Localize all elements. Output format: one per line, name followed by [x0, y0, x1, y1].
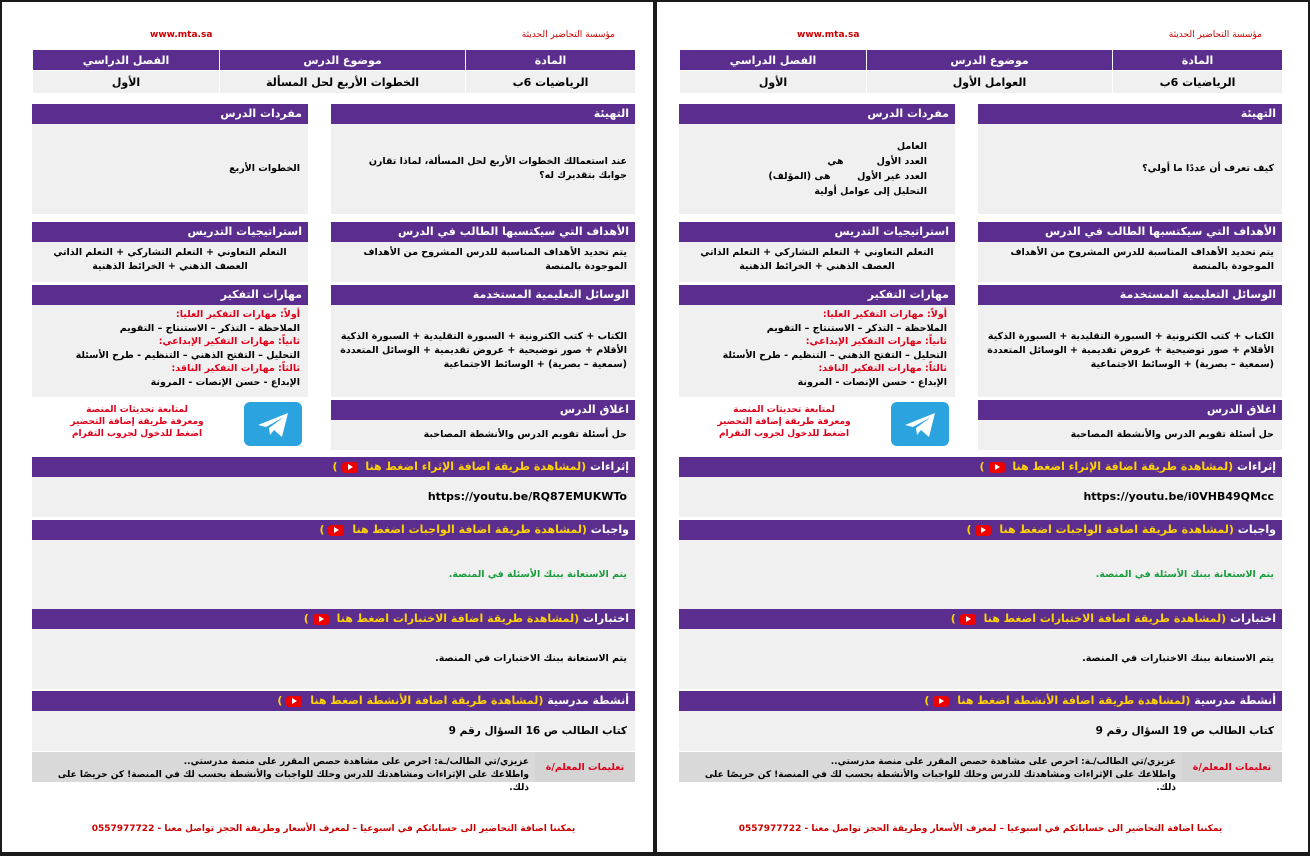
homework-title: [32, 520, 635, 540]
strategies-box: [679, 222, 955, 282]
subject-header: المادة: [466, 50, 636, 71]
promo-line-3: اضغط للدخول لجروب التقرام: [71, 429, 203, 439]
promo-line-1: لمتابعة تحديثات المنصة: [733, 405, 835, 415]
promo-line-2: ومعرفة طريقة إضافة التحضير: [70, 417, 204, 427]
activity-text: كتاب الطالب ص 16 السؤال رقم 9: [448, 725, 627, 737]
topic-header: موضوع الدرس: [220, 50, 466, 71]
enrich-url[interactable]: https://youtu.be/i0VHB49QMcc: [1083, 490, 1274, 503]
promo-line-1: لمتابعة تحديثات المنصة: [86, 405, 188, 415]
thinking-heading-2: ثانياً: مهارات التفكير الإبداعي:: [158, 336, 300, 347]
vocab-box: [679, 104, 955, 214]
media-text: الكتاب + كتب الكترونية + السبورة التقليدية + السبورة الذكية الأقلام + صور توضيحية + عروض تقديمية + الوسائل المتعددة (سمعية – بصرية) + الوسائط الاجتماعية: [987, 331, 1274, 370]
telegram-promo[interactable]: [689, 404, 879, 440]
enrich-title: [679, 457, 1282, 477]
thinking-heading-3: ثالثاً: مهارات التفكير الناقد:: [818, 363, 947, 374]
homework-text: يتم الاستعانة ببنك الأسئلة في المنصة.: [1095, 569, 1274, 580]
lesson-header-table: [32, 49, 636, 94]
homework-label: واجبات: [590, 523, 629, 536]
warmup-box: [978, 104, 1282, 214]
closing-box: [978, 400, 1282, 450]
thinking-heading-2: ثانياً: مهارات التفكير الإبداعي:: [805, 336, 947, 347]
enrich-howto-link[interactable]: (لمشاهدة طريقة اضافة الإثراء اضغط هنا ): [332, 460, 587, 473]
thinking-text-2: التحليل – التفتح الذهني – التنظيم - طرح الأسئلة: [722, 349, 947, 361]
enrich-url[interactable]: https://youtu.be/RQ87EMUKWTo: [427, 490, 627, 503]
tests-box: [679, 609, 1282, 689]
activities-howto-link[interactable]: (لمشاهدة طريقة اضافة الأنشطة اضغط هنا ): [277, 694, 544, 707]
thinking-title: مهارات التفكير: [32, 285, 308, 305]
tests-text: يتم الاستعانة ببنك الاختبارات في المنصة.: [435, 653, 627, 664]
teacher-label: تعليمات المعلم/ة: [1182, 752, 1282, 782]
teacher-text: عزيزي/تي الطالب/ـة: احرص على مشاهدة حصص المقرر على منصة مدرستي.. واطلاعك على الإثراءات ومشاهدتك للدرس وحلك للواجبات والأنشطة بحسب لك في المنصة! كن حريصًا على ذلك.: [32, 752, 535, 782]
activities-label: أنشطة مدرسية: [547, 694, 629, 707]
tests-box: [32, 609, 635, 689]
closing-box: [331, 400, 635, 450]
youtube-icon: [286, 696, 302, 707]
footer-contact: يمكننا اضافة التحاضير الى حساباتكم في اسبوعيا – لمعرف الأسعار وطريقة الحجز تواصل معنا - 0557977722: [738, 824, 1223, 834]
youtube-icon: [960, 614, 976, 625]
telegram-icon[interactable]: [891, 402, 949, 446]
strategies-title: استراتيجيات التدريس: [32, 222, 308, 242]
closing-title: اغلاق الدرس: [978, 400, 1282, 420]
teacher-notes: [32, 752, 635, 793]
site-url[interactable]: www.mta.sa: [150, 30, 213, 40]
footer-contact: يمكننا اضافة التحاضير الى حساباتكم في اسبوعيا – لمعرف الأسعار وطريقة الحجز تواصل معنا - 0557977722: [91, 824, 576, 834]
youtube-icon: [933, 696, 949, 707]
activities-box: [32, 691, 635, 751]
vocab-line: العامل: [896, 141, 927, 152]
org-name: مؤسسة التحاضير الحديثة: [1168, 30, 1262, 40]
vocab-line: العدد الأول هي: [827, 156, 927, 167]
homework-box: [679, 520, 1282, 610]
tests-label: اختبارات: [583, 612, 629, 625]
thinking-box: [679, 285, 955, 397]
closing-text: حل أسئلة تقويم الدرس والأنشطة المصاحبة: [423, 429, 627, 440]
subject-header: المادة: [1113, 50, 1283, 71]
warmup-box: [331, 104, 635, 214]
telegram-icon[interactable]: [244, 402, 302, 446]
semester-value: الأول: [680, 71, 867, 94]
activity-text: كتاب الطالب ص 19 السؤال رقم 9: [1095, 725, 1274, 737]
goals-text: يتم تحديد الأهداف المناسبة للدرس المشروح من الأهداف الموجودة بالمنصة: [331, 242, 635, 282]
topic-value: العوامل الأول: [867, 71, 1113, 94]
closing-text: حل أسئلة تقويم الدرس والأنشطة المصاحبة: [1070, 429, 1274, 440]
topic-header: موضوع الدرس: [867, 50, 1113, 71]
activities-howto-link[interactable]: (لمشاهدة طريقة اضافة الأنشطة اضغط هنا ): [924, 694, 1191, 707]
document-page-right: [657, 2, 1308, 852]
goals-box: [978, 222, 1282, 282]
activities-title: [32, 691, 635, 711]
activities-title: [679, 691, 1282, 711]
tests-text: يتم الاستعانة ببنك الاختبارات في المنصة.: [1082, 653, 1274, 664]
youtube-icon: [989, 462, 1005, 473]
telegram-promo[interactable]: [42, 404, 232, 440]
media-title: الوسائل التعليمية المستخدمة: [331, 285, 635, 305]
semester-value: الأول: [33, 71, 220, 94]
youtube-icon: [313, 614, 329, 625]
media-text: الكتاب + كتب الكترونية + السبورة التقليدية + السبورة الذكية الأقلام + صور توضيحية + عروض تقديمية + الوسائل المتعددة (سمعية – بصرية) + الوسائط الاجتماعية: [340, 331, 627, 370]
activities-box: [679, 691, 1282, 751]
warmup-title: التهيئة: [331, 104, 635, 124]
goals-title: الأهداف التي سيكتسبها الطالب في الدرس: [978, 222, 1282, 242]
thinking-title: مهارات التفكير: [679, 285, 955, 305]
activities-label: أنشطة مدرسية: [1194, 694, 1276, 707]
lesson-header-table: [679, 49, 1283, 94]
homework-label: واجبات: [1237, 523, 1276, 536]
promo-line-3: اضغط للدخول لجروب التقرام: [718, 429, 850, 439]
warmup-text: كيف تعرف أن عددًا ما أولي؟: [1142, 163, 1274, 174]
youtube-icon: [975, 525, 991, 536]
promo-line-2: ومعرفة طريقة إضافة التحضير: [717, 417, 851, 427]
enrich-label: إثراءات: [590, 460, 629, 473]
vocab-line: العدد غير الأول هى (المؤلف): [768, 171, 927, 182]
topic-value: الخطوات الأربع لحل المسألة: [220, 71, 466, 94]
thinking-text-3: الإبداع - حسن الإنصات - المرونة: [797, 376, 947, 388]
youtube-icon: [342, 462, 358, 473]
closing-title: اغلاق الدرس: [331, 400, 635, 420]
enrich-howto-link[interactable]: (لمشاهدة طريقة اضافة الإثراء اضغط هنا ): [979, 460, 1234, 473]
homework-box: [32, 520, 635, 610]
strategies-box: [32, 222, 308, 282]
thinking-heading-3: ثالثاً: مهارات التفكير الناقد:: [171, 363, 300, 374]
tests-howto-link[interactable]: (لمشاهدة طريقة اضافة الاختبارات اضغط هنا ): [950, 612, 1227, 625]
vocab-box: [32, 104, 308, 214]
enrich-box: [32, 457, 635, 517]
enrich-box: [679, 457, 1282, 517]
tests-title: [32, 609, 635, 629]
thinking-text-3: الإبداع - حسن الإنصات - المرونة: [150, 376, 300, 388]
teacher-text: عزيزي/تي الطالب/ـة: احرص على مشاهدة حصص المقرر على منصة مدرستي.. واطلاعك على الإثراءات ومشاهدتك للدرس وحلك للواجبات والأنشطة بحسب لك في المنصة! كن حريصًا على ذلك.: [679, 752, 1182, 782]
youtube-icon: [328, 525, 344, 536]
tests-label: اختبارات: [1230, 612, 1276, 625]
thinking-text-1: الملاحظة – التذكر – الاستنتاج – التقويم: [119, 322, 300, 334]
thinking-heading-1: أولاً: مهارات التفكير العليا:: [822, 309, 947, 320]
media-title: الوسائل التعليمية المستخدمة: [978, 285, 1282, 305]
thinking-box: [32, 285, 308, 397]
thinking-heading-1: أولاً: مهارات التفكير العليا:: [175, 309, 300, 320]
vocab-title: مفردات الدرس: [679, 104, 955, 124]
goals-box: [331, 222, 635, 282]
teacher-label: تعليمات المعلم/ة: [535, 752, 635, 782]
homework-title: [679, 520, 1282, 540]
tests-howto-link[interactable]: (لمشاهدة طريقة اضافة الاختبارات اضغط هنا ): [303, 612, 580, 625]
thinking-text-2: التحليل – التفتح الذهني – التنظيم - طرح الأسئلة: [75, 349, 300, 361]
thinking-text-1: الملاحظة – التذكر – الاستنتاج – التقويم: [766, 322, 947, 334]
org-name: مؤسسة التحاضير الحديثة: [521, 30, 615, 40]
semester-header: الفصل الدراسي: [680, 50, 867, 71]
strategies-text: التعلم التعاوني + التعلم التشاركي + التعلم الذاتي العصف الذهني + الخرائط الذهنية: [679, 242, 955, 282]
teacher-notes: [679, 752, 1282, 793]
homework-howto-link[interactable]: (لمشاهدة طريقة اضافة الواجبات اضغط هنا ): [319, 523, 587, 536]
semester-header: الفصل الدراسي: [33, 50, 220, 71]
vocab-line: التحليل إلى عوامل أولية: [814, 186, 927, 197]
subject-value: الرياضيات 6ب: [1113, 71, 1283, 94]
strategies-text: التعلم التعاوني + التعلم التشاركي + التعلم الذاتي العصف الذهني + الخرائط الذهنية: [32, 242, 308, 282]
site-url[interactable]: www.mta.sa: [797, 30, 860, 40]
vocab-title: مفردات الدرس: [32, 104, 308, 124]
tests-title: [679, 609, 1282, 629]
strategies-title: استراتيجيات التدريس: [679, 222, 955, 242]
enrich-title: [32, 457, 635, 477]
document-page-left: [2, 2, 653, 852]
warmup-text: عند استعمالك الخطوات الأربع لحل المسألة، لماذا تقارن جوابك بتقديرك له؟: [368, 156, 627, 181]
goals-title: الأهداف التي سيكتسبها الطالب في الدرس: [331, 222, 635, 242]
warmup-title: التهيئة: [978, 104, 1282, 124]
goals-text: يتم تحديد الأهداف المناسبة للدرس المشروح من الأهداف الموجودة بالمنصة: [978, 242, 1282, 282]
media-box: [978, 285, 1282, 397]
homework-howto-link[interactable]: (لمشاهدة طريقة اضافة الواجبات اضغط هنا ): [966, 523, 1234, 536]
media-box: [331, 285, 635, 397]
enrich-label: إثراءات: [1237, 460, 1276, 473]
vocab-line: الخطوات الأربع: [229, 163, 300, 174]
subject-value: الرياضيات 6ب: [466, 71, 636, 94]
homework-text: يتم الاستعانة ببنك الأسئلة في المنصة.: [448, 569, 627, 580]
